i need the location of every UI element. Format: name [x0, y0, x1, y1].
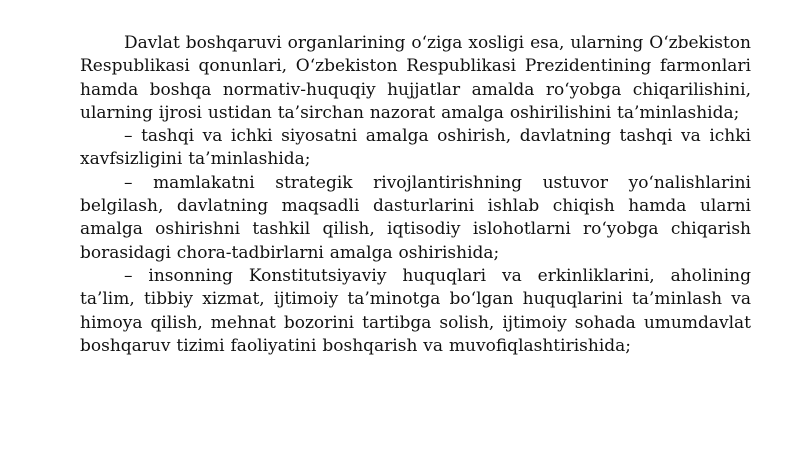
list-item-foreign-policy: – tashqi va ichki siyosatni amalga oshirish, davlatning tashqi va ichki xavfsizligini ta’minlashida; [80, 126, 751, 170]
list-item-strategic-development: – mamlakatni strategik rivojlantirishning ustuvor yo‘nalishlarini belgilash, davlatning maqsadli dasturlarini ishlab chiqish hamda ularni amalga oshirishni tashkil qilish, iqtisodiy islohotlarni ro‘yobga chiqarish borasidagi chora-tadbirlarni amalga oshirishida; [80, 172, 751, 263]
paragraph-intro: Davlat boshqaruvi organlarining o‘ziga xosligi esa, ularning O‘zbekiston Respublikasi qonunlari, O‘zbekiston Respublikasi Prezidentining farmonlari hamda boshqa normativ-huquqiy hujjatlar amalda ro‘yobga chiqarilishini, ularning ijrosi ustidan ta’sirchan nazorat amalga oshirilishini ta’minlashida; [80, 33, 751, 123]
document-page [80, 32, 751, 358]
list-item-human-rights: – insonning Konstitutsiyaviy huquqlari va erkinliklarini, aholining ta’lim, tibbiy xizmat, ijtimoiy ta’minotga bo‘lgan huquqlarini ta’minlash va himoya qilish, mehnat bozorini tartibga solish, ijtimoiy sohada umumdavlat boshqaruv tizimi faoliyatini boshqarish va muvofiqlashtirishida; [80, 265, 751, 356]
